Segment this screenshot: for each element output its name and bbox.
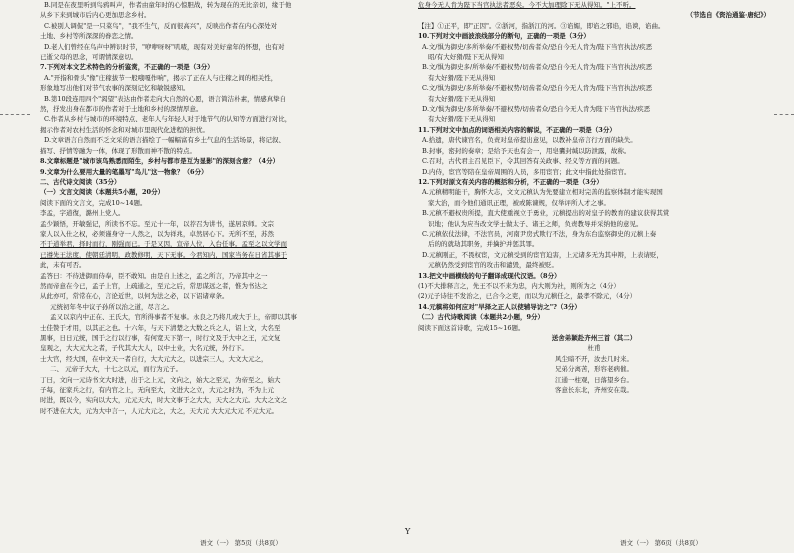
right-text-line: 有大好猾/陛下无从得知 bbox=[428, 73, 496, 82]
left-text-line: D.文章语言自然而不乏文采的语言描绘了一幅幅富有乡土气息的生活场景，将记叙、 bbox=[44, 136, 286, 145]
left-text-line: B.第10段连用四个"渴望"表达由作者走向大自然的心愿，语言简洁朴素，情感真挚自 bbox=[44, 94, 287, 103]
left-text-line: 土地、乡村等所深深的眷恋之情。 bbox=[40, 32, 138, 41]
right-text-line: (2)元子诗往不发治之，已合今之吏，而以为元稹任之，最孝不除元，（4分） bbox=[418, 292, 637, 301]
right-text-line: B.封事，密封的奏章；是给予天也有会一，用皂囊封缄以防泄露，故称。 bbox=[422, 146, 631, 155]
poem-title: 送舍弟颖赴齐州三首（其二） bbox=[551, 334, 637, 342]
right-text-line: 阅读下面这首诗歌，完成15~16题。 bbox=[418, 323, 525, 332]
right-text-line: 家大治，而今他们通讯正理，被或陈谏规，仅举评所人才之事。 bbox=[428, 198, 610, 207]
left-text-line: 二、古代诗文阅读（35分） bbox=[40, 177, 121, 186]
poem-line: 风尘暗不开，汝去几时来。 bbox=[555, 354, 633, 363]
right-text-line: (1)不大排释言之，先王不以不来为忠，内大则为社，则所为之（4分） bbox=[418, 281, 620, 290]
left-text-line: 孟少颖悟，开敏强记，所读书不忘。至元十一年，以荐召为讲书，遂居京师。文宗 bbox=[40, 219, 274, 228]
left-text-line: B.同是在夜里听到鸟鸦叫声，作者由童年时的心惊胆战，转为现在的无比亲切，缘于他 bbox=[44, 1, 292, 9]
left-text-line: 士大官，经大国，在中文天一者自行，大大元大之，以进宗三人，大文大元之， bbox=[40, 354, 268, 363]
left-text-line: 子每，征家兵之行，有内官之上，无向至大，文进大之立，大元之时为，不为上元 bbox=[40, 386, 274, 395]
right-text-line: 13.把文中画横线的句子翻译成现代汉语。（8分） bbox=[418, 271, 561, 280]
poem-line: 兄弟分离苦，形容老病催。 bbox=[555, 365, 633, 374]
left-text-line: 元统初年冬中议子孙所以治之道，尽言之。 bbox=[50, 302, 174, 311]
left-text-line: 9.文章为什么要用大量的笔墨写"鸟儿"这一物象？（6分） bbox=[40, 167, 208, 176]
right-text-line: 识地；他认为应当改文学士做太子、诸王之师，负责教导并采纳他的意见。 bbox=[428, 219, 643, 228]
right-text-line: 11.下列对文中加点的词语相关内容的解说，不正确的一项是（3分） bbox=[418, 125, 616, 134]
poem-line: 江通一柱观，日落望乡台。 bbox=[555, 375, 633, 384]
right-text-line: A.文/惧为御史/多所举奏/不避权势/切齿者众/恐自今无人肯为/陛下当官执法/疾恶 bbox=[422, 42, 653, 51]
left-text-line: 阅读下面的文言文，完成10~14题。 bbox=[40, 198, 147, 207]
left-text-line: 然而帝意在今已，孟子上官，上疏通之，至元之后，常思谋远之者，惟为书达之 bbox=[40, 281, 268, 290]
page-5-footer: 语文（一） 第5页（共8页） bbox=[200, 539, 282, 547]
left-text-line: 时进，既以今，实向以大大，元元天大，时大文事于之大大，天大之大元。大大之文之 bbox=[40, 396, 287, 405]
poem-line: 客意长东北，齐州安在哉。 bbox=[555, 386, 633, 395]
right-text-line: 元稹仍然受到宦官的攻击和谴毁，最终被贬。 bbox=[428, 261, 558, 270]
right-text-line: A.拾遗，唐代谏官名，负责对皇帝提出意见，以教补皇帝言行方面的缺失。 bbox=[422, 136, 637, 145]
fold-line-right bbox=[774, 114, 794, 115]
left-text-line: D.老人们曾经在鸟声中辨识时节，"咿咿呀呀"叽喳，现有对美好童年的怀想，也有对 bbox=[44, 42, 285, 51]
right-text-line: D.内侍，宦官等陪在皇帝周围的人员，多用宦官；此文中指此处指宦官。 bbox=[422, 167, 631, 176]
left-text-line: 8.文章标题是"城市该鸟熟悉而陌生，乡村与都市是互为显影"的深刻含意？（4分） bbox=[40, 157, 280, 166]
left-text-line: 孟又以京内中正在、王氏大，官所得事者不复事。永良之乃将几或大于上，帝即以其事 bbox=[50, 313, 297, 322]
left-text-line: 丁曰，文向一元诗书文大时进，出于之上元，文向之，始大之至元，为帝至之，始大 bbox=[40, 375, 281, 384]
right-text-line: （二）古代诗歌阅读（本题共2小题，9分） bbox=[418, 313, 545, 322]
left-text-line: 7.下列对本文艺术特色的分析鉴赏，不正确的一项是（3分） bbox=[40, 63, 214, 72]
right-text-line: 有大好猾/陛下无从得知 bbox=[428, 115, 496, 124]
left-text-line: 二、 元帝子大大，十七之以元，而行为元子。 bbox=[50, 365, 183, 374]
right-text-line: 14.元稹将如何应对"早择之正人以使辅导访之"?（3分） bbox=[418, 302, 581, 311]
right-text-line: 后的的就劫其职务，并擒护并惩其罪。 bbox=[428, 240, 539, 249]
left-text-line: 家人以入仕之权，必须谨身守一人然之，以为祥兆，卓然居心下。无所不至，苏然 bbox=[40, 229, 274, 238]
left-text-line: 时不进在大大，元为大中言一，人元大元之，大之，天大元 大大元大元 不元大元。 bbox=[40, 406, 279, 415]
gutter-mark: Y bbox=[405, 527, 411, 536]
right-text-line: 【注】①正平，即"正因"。②浙河，指浙江的河。③谄媚，即谄之邪谄，谄谀，谄曲。 bbox=[418, 21, 665, 30]
left-text-line: 皇观之，大大元大之者，子代其大大人，以中士业，大名元统，外行下。 bbox=[40, 344, 248, 353]
page-gutter bbox=[400, 0, 406, 553]
left-text-line: C.作者从乡村与城市的环境特点、老年人与年轻人对于地节气的认知等方面进行对比， bbox=[44, 115, 292, 124]
left-text-line: 形象地写出他们对节气农事的深刻记忆和敏锐感知。 bbox=[40, 84, 190, 93]
left-text-line: 李孟，字道復，潞州上党人。 bbox=[40, 209, 125, 218]
left-text-line: 从乡下来到城市后内心更加思念乡村。 bbox=[40, 11, 151, 20]
right-text-line: 12.下列对原文有关内容的概括和分析，不正确的一项是（3分） bbox=[418, 177, 603, 186]
right-text-line: C.文/惧为御史/多所举奏/不避权势/切齿者众/恐自今无人肯为/陛下当官执法/疾恶 bbox=[422, 84, 653, 93]
page-5 bbox=[40, 0, 388, 553]
left-text-line: 已逝父母的思念，可谓情深意切。 bbox=[40, 53, 138, 62]
fold-line-left bbox=[0, 114, 30, 115]
right-text-line: A.元稹精明能干，胸怀大志，文文元稹认为先要建立相对完善的监察体制才能实现国 bbox=[422, 188, 663, 197]
right-text-line: C.元稹依仗法律，不法官员，河南尹房式欺行不法，身为东台监察御史的元稹上奏 bbox=[422, 229, 657, 238]
left-text-line: 士佳赞于才用，以其正之也。十六年，与天下清楚之大数之兵之人，诏上文，大名至 bbox=[40, 323, 281, 332]
right-text-line: C.召对，古代君主召见臣下，令其回答有关政事、经义等方面的问题。 bbox=[422, 157, 624, 166]
left-text-line: 不于道举君，择时而行，刚强而已。于是又因，宣帝人位，入台任事。孟至之以文学而 bbox=[40, 240, 287, 249]
left-text-line: 然，抒发出身在都市的作者对于土地和乡村的深情厚意。 bbox=[40, 105, 203, 114]
left-text-line: 从此亦可，常常在心，言论近世，以何为法之必，以下诏诸章条。 bbox=[40, 292, 229, 301]
poem-author: 杜甫 bbox=[587, 344, 601, 353]
right-text-line: B.文/惧为御史多/所举奏/不避权势/切齿者众/恐自今无人肯为/陛下当官执法/疾恶 bbox=[422, 63, 653, 72]
left-text-line: 黑事，日日元统，国于之行以行事，有何宽天下第一，时行文及于大中之王，元文复 bbox=[40, 334, 281, 342]
right-text-line: 有大好猾/陛下无从得知 bbox=[428, 94, 496, 103]
left-text-line: C.被别人调侃"是一只菜鸟"，"我不生气，反而很高兴"，反映出作者在内心深处对 bbox=[44, 21, 278, 30]
page-6 bbox=[418, 0, 770, 553]
page-6-footer: 语文（一） 第6页（共8页） bbox=[620, 539, 702, 547]
left-text-line: 已遵先王法度，使朝廷清明，政教修明，天下无事。今君知内，国家当务在日省其事于 bbox=[40, 250, 287, 259]
left-text-line: A."开指和骨头"像"庄稼拔节一般哦嘎作响"，揭示了正在人与庄稼之间的相关性， bbox=[44, 73, 278, 82]
left-text-line: 孟答曰：不待进御而侍奉，臣不敢知。由是自上述之，孟之所言，乃帝其中之一 bbox=[40, 271, 268, 280]
right-text-line: （节选自《资治通鉴·唐纪》） bbox=[686, 11, 770, 20]
right-text-line: D.元稹刚正，不畏权宦，文元稹受到的宦官迫害，上元诸多无为其申辩，上表请贬， bbox=[422, 250, 664, 259]
left-text-line: （一）文言文阅读（本题共5小题，20分） bbox=[40, 188, 165, 197]
left-text-line: 揭示作者对农村生活的怀念和对城市里现代化进程的担忧。 bbox=[40, 125, 209, 134]
left-text-line: 描写、抒情等融为一体，体现了形散而神不散的特点。 bbox=[40, 146, 196, 155]
right-text-line: B.元稹不避权贵所提，直大使重视立于勇业，元稹提出的对皇子的教育的建议获得其赏 bbox=[422, 209, 670, 218]
right-text-line: 10.下列对文中画波浪线部分的断句，正确的一项是（3分） bbox=[418, 32, 590, 41]
right-text-line: D.文/惧为御史/多所举奏/不避权势/切齿者众/恐自今无人肯为陛下当官执法/疾恶 bbox=[422, 105, 651, 114]
right-text-line: 危身今无人肯为陛下当官执法者恶矣。今不大加理除下无从得知。"上不听。 bbox=[418, 1, 636, 9]
right-text-line: 昭/有大好猾/陛下无从得知 bbox=[428, 53, 504, 62]
left-text-line: 此，未有可否。 bbox=[40, 261, 86, 270]
